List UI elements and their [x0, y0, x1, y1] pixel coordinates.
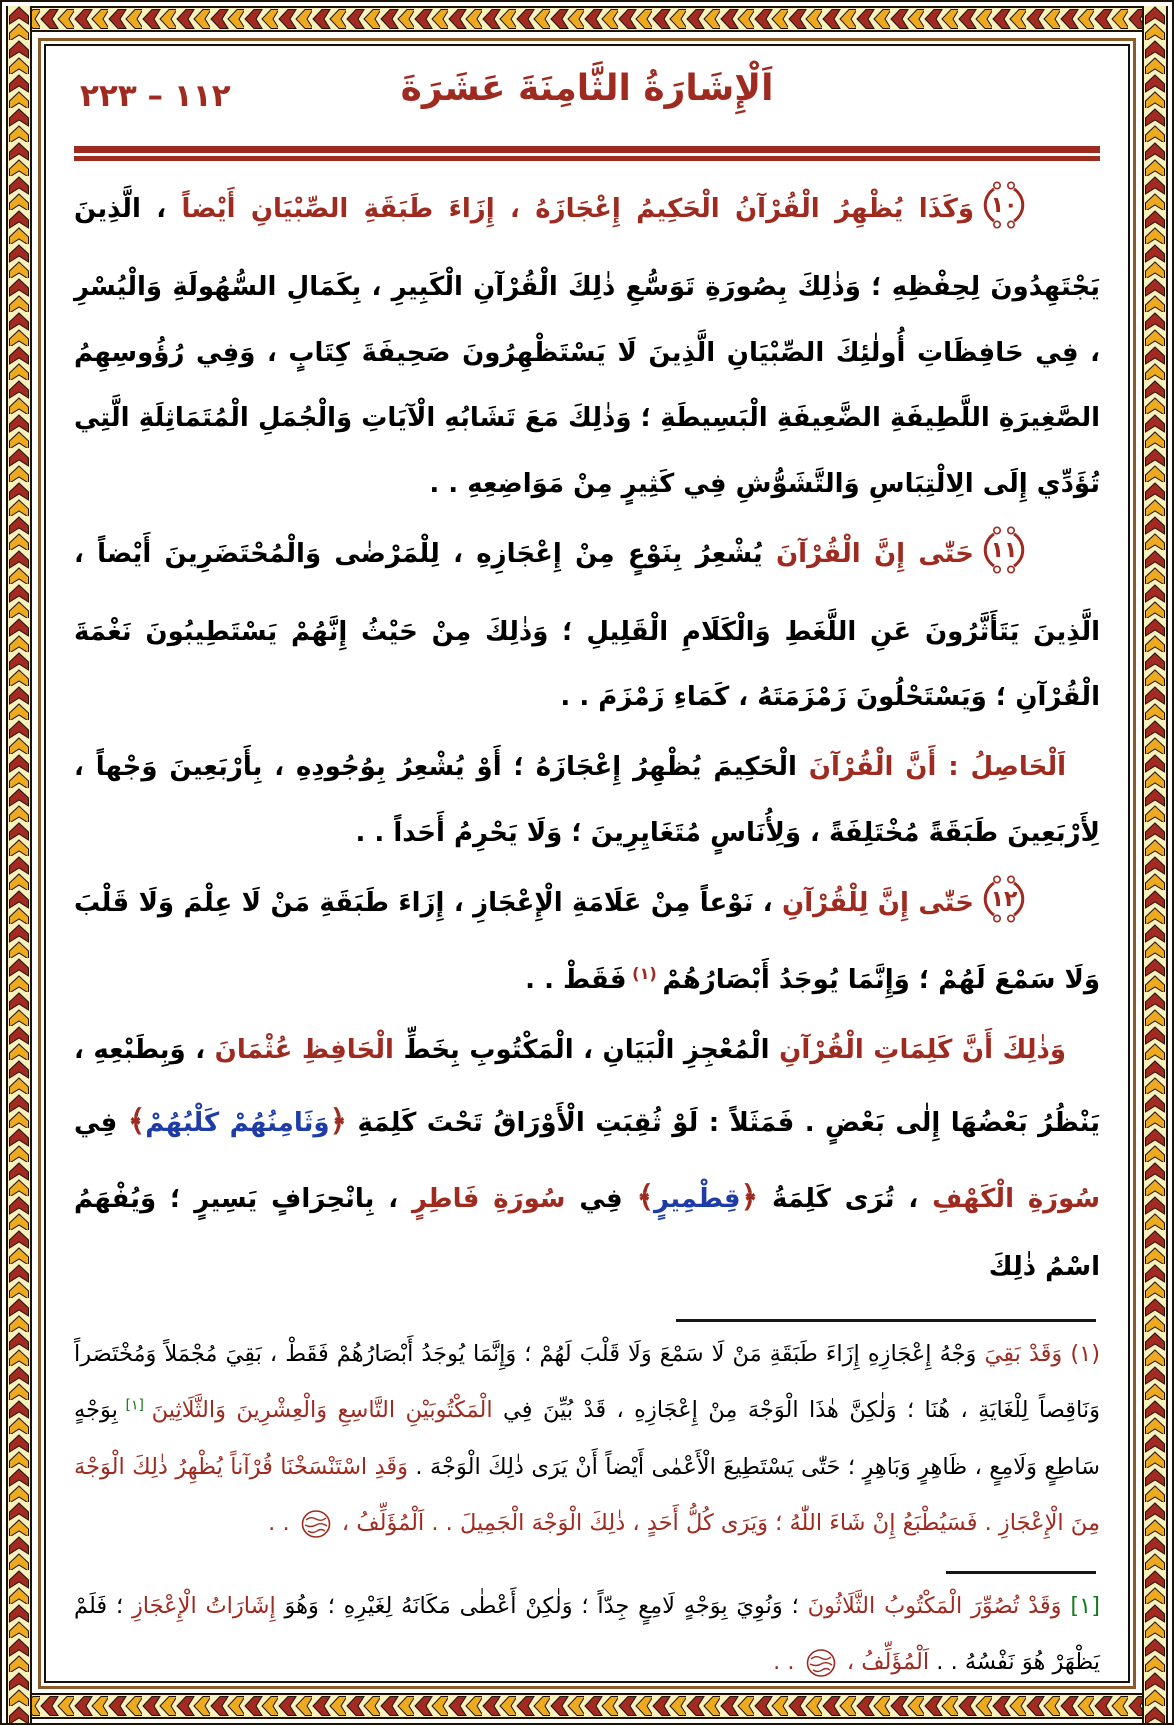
text-segment: وَقَدْ تُصُوِّرَ الْمَكْتُوبُ الثَّلَاثُونَ: [807, 1593, 1062, 1620]
text-segment: الْحَكِيمَ يُظْهِرُ إِعْجَازَهُ ؛ أَوْ يُشْعِرُ بِوُجُودِهِ ، بِأَرْبَعِينَ وَجْهاً ، لِأَرْبَعِينَ طَبَقَةً مُخْتَلِفَةً ، وَلِأُنَاسٍ مُتَغَايِرِينَ ؛ وَلَا يَحْرِمُ أَحَداً . .: [74, 752, 1100, 848]
text-segment: ، وَبِطَبْعِهِ ، يَنْظُرُ بَعْضُهَا إِلٰى بَعْضٍ . فَمَثَلاً : لَوْ ثُقِبَتِ الْأَوْرَاقُ تَحْتَ كَلِمَةِ: [74, 1035, 1100, 1138]
paragraph-number-ornament-icon: [976, 875, 1066, 949]
paragraph: [74, 522, 1100, 731]
text-segment: (١): [626, 964, 663, 984]
paragraph: [74, 1578, 1100, 1701]
text-segment: وَثَامِنُهُمْ كَلْبُهُمْ: [145, 1107, 330, 1138]
page-title: اَلْإِشَارَةُ الثَّامِنَةَ عَشَرَةَ: [400, 68, 774, 109]
text-segment: . .: [268, 1509, 297, 1536]
author-seal-icon: [804, 1644, 838, 1700]
main-text: [74, 177, 1100, 1301]
text-segment: ﴾: [636, 1179, 655, 1215]
text-segment: سُورَةِ فَاطِرٍ: [412, 1183, 566, 1214]
text-segment: (١) وَقَدْ بَقِيَ: [984, 1341, 1100, 1368]
author-seal-icon: [299, 1505, 333, 1561]
text-segment: وَكَذَا يُظْهِرُ الْقُرْآنُ الْحَكِيمُ إِعْجَازَهُ ، إِزَاءَ طَبَقَةِ الصِّبْيَانِ أَيْضاً: [181, 194, 974, 224]
text-segment: ﴿: [740, 1179, 759, 1215]
text-segment: اَلْمُؤَلِّفُ ،: [839, 1649, 930, 1676]
text-segment: اَلْحَاصِلُ : أَنَّ الْقُرْآنَ: [808, 752, 1066, 783]
text-segment: ﴿: [329, 1103, 348, 1139]
text-segment: سُورَةِ الْكَهْفِ: [932, 1183, 1101, 1214]
svg-text:١٢: ١٢: [990, 886, 1018, 912]
footnote-divider: [676, 1319, 1096, 1322]
paragraph: [74, 1018, 1100, 1301]
text-segment: الْمَكْتُوبَيْنِ التَّاسِعِ وَالْعِشْرِينَ وَالثَّلَاثِينَ: [151, 1397, 493, 1424]
border-ornament-left: [6, 6, 32, 1719]
header-divider-thin-line: [74, 156, 1100, 161]
text-segment: [١]: [117, 1397, 152, 1414]
text-segment: ، الَّذِينَ يَجْتَهِدُونَ لِحِفْظِهِ ؛ وَذٰلِكَ بِصُورَةِ تَوَسُّعِ ذٰلِكَ الْقُرْآنِ الْكَبِيرِ ، بِكَمَالِ السُّهُولَةِ وَالْيُسْرِ ، فِي حَافِظَاتِ أُولٰئِكَ الصِّبْيَانِ الَّذِينَ لَا يَسْتَظْهِرُونَ صَحِيفَةَ كِتَابٍ ، وَفِي رُؤُوسِهِمُ الصَّغِيرَةِ اللَّطِيفَةِ الضَّعِيفَةِ الْبَسِيطَةِ ؛ وَذٰلِكَ مَعَ تَشَابُهِ الْآيَاتِ وَالْجُمَلِ الْمُتَمَاثِلَةِ الَّتِي تُؤَدِّي إِلَى الِالْتِبَاسِ وَالتَّشَوُّشِ فِي كَثِيرٍ مِنْ مَوَاضِعِهِ . .: [74, 194, 1100, 500]
paragraph: [74, 871, 1100, 1015]
paragraph-number-ornament-icon: [976, 526, 1066, 600]
text-segment: وَقَدِ اسْتَنْسَخْنَا قُرْآناً يُظْهِرُ ذٰلِكَ الْوَجْهَ مِنَ الْإِعْجَازِ . فَسَيُطْبَعُ إِنْ شَاءَ اللّٰهُ ؛ وَيَرَى كُلُّ أَحَدٍ ، ذٰلِكَ الْوَجْهَ الْجَمِيلَ . . اَلْمُؤَلِّفُ ،: [74, 1453, 1100, 1536]
footnote-divider-short: [946, 1571, 1096, 1574]
header-divider: [74, 146, 1100, 161]
text-segment: فِي: [74, 1107, 128, 1138]
text-segment: وَذٰلِكَ أَنَّ كَلِمَاتِ الْقُرْآنِ: [779, 1035, 1066, 1066]
paragraph: [74, 177, 1100, 518]
border-ornament-top: [6, 6, 1168, 32]
svg-text:١٠: ١٠: [990, 193, 1018, 218]
text-segment: . .: [773, 1649, 802, 1676]
page-number: ١١٢ – ٢٢٣: [80, 78, 231, 114]
content-frame: [44, 44, 1130, 1683]
text-segment: حَتّٰى إِنَّ الْقُرْآنَ: [775, 538, 975, 569]
text-segment: الْحَافِظِ عُثْمَانَ: [214, 1035, 394, 1066]
page-header: [74, 62, 1100, 136]
header-divider-thick-line: [74, 146, 1100, 153]
text-segment: [١]: [1061, 1593, 1100, 1620]
svg-text:١١: ١١: [990, 537, 1018, 563]
border-ornament-right: [1142, 6, 1168, 1719]
text-segment: ﴾: [127, 1103, 146, 1139]
text-segment: فِي: [565, 1183, 637, 1214]
text-segment: ؛ فَلَمْ يَظْهَرْ هُوَ نَفْسُهُ . .: [74, 1593, 1100, 1676]
paragraph: [74, 1326, 1100, 1561]
footnote-1: [74, 1326, 1100, 1561]
text-segment: يُشْعِرُ بِنَوْعٍ مِنْ إِعْجَازِهِ ، لِلْمَرْضٰى وَالْمُحْتَضَرِينَ أَيْضاً ، الَّذِينَ يَتَأَثَّرُونَ عَنِ اللَّغَطِ وَالْكَلَامِ الْقَلِيلِ ؛ وَذٰلِكَ مِنْ حَيْثُ إِنَّهُمْ يَسْتَطِيبُونَ نَغْمَةَ الْقُرْآنِ ؛ وَيَسْتَحْلُونَ زَمْزَمَتَهُ ، كَمَاءِ زَمْزَمَ . .: [74, 538, 1100, 713]
text-segment: إِشَارَاتُ الْإِعْجَازِ: [131, 1593, 276, 1620]
text-segment: ، تُرَى كَلِمَةُ: [758, 1183, 933, 1214]
text-segment: بِوَجْهٍ سَاطِعٍ وَلَامِعٍ ، ظَاهِرٍ وَبَاهِرٍ ؛ حَتّٰى يَسْتَطِيعَ الْأَعْمٰى أَيْضاً أَنْ يَرَى ذٰلِكَ الْوَجْهَ .: [74, 1397, 1100, 1480]
text-segment: الْمُعْجِزِ الْبَيَانِ ، الْمَكْتُوبِ بِخَطِّ: [393, 1035, 780, 1066]
paragraph: [74, 735, 1100, 867]
text-segment: حَتّٰى إِنَّ لِلْقُرْآنِ: [782, 887, 974, 918]
text-segment: ، بِانْحِرَافٍ يَسِيرٍ ؛ وَيُفْهَمُ اسْمُ ذٰلِكَ: [74, 1183, 1100, 1283]
paragraph-number-ornament-icon: [976, 181, 1066, 255]
text-segment: ، نَوْعاً مِنْ عَلَامَةِ الْإِعْجَازِ ، إِزَاءَ طَبَقَةِ مَنْ لَا عِلْمَ وَلَا قَلْبَ وَلَا سَمْعَ لَهُمْ ؛ وَإِنَّمَا يُوجَدُ أَبْصَارُهُمْ: [74, 887, 1100, 996]
text-segment: فَقَطْ . .: [525, 965, 627, 996]
footnote-2: [74, 1578, 1100, 1701]
text-segment: وَجْهُ إِعْجَازِهِ إِزَاءَ طَبَقَةِ مَنْ لَا سَمْعَ وَلَا قَلْبَ لَهُمْ ؛ وَإِنَّمَا يُوجَدُ أَبْصَارُهُمْ فَقَطْ ، بَقِيَ مُجْمَلاً وَمُخْتَصَراً وَنَاقِصاً لِلْغَايَةِ ، هُنَا ؛ وَلٰكِنَّ هٰذَا الْوَجْهَ مِنْ إِعْجَازِهِ ، قَدْ بُيِّنَ فِي: [74, 1341, 1100, 1424]
text-segment: ؛ وَنُوِيَ بِوَجْهٍ لَامِعٍ جِدّاً ؛ وَلٰكِنْ أَعْطٰى مَكَانَهُ لِغَيْرِهِ ؛ وَهُوَ: [275, 1593, 808, 1620]
text-segment: قِطْمِيرٍ: [654, 1183, 741, 1214]
